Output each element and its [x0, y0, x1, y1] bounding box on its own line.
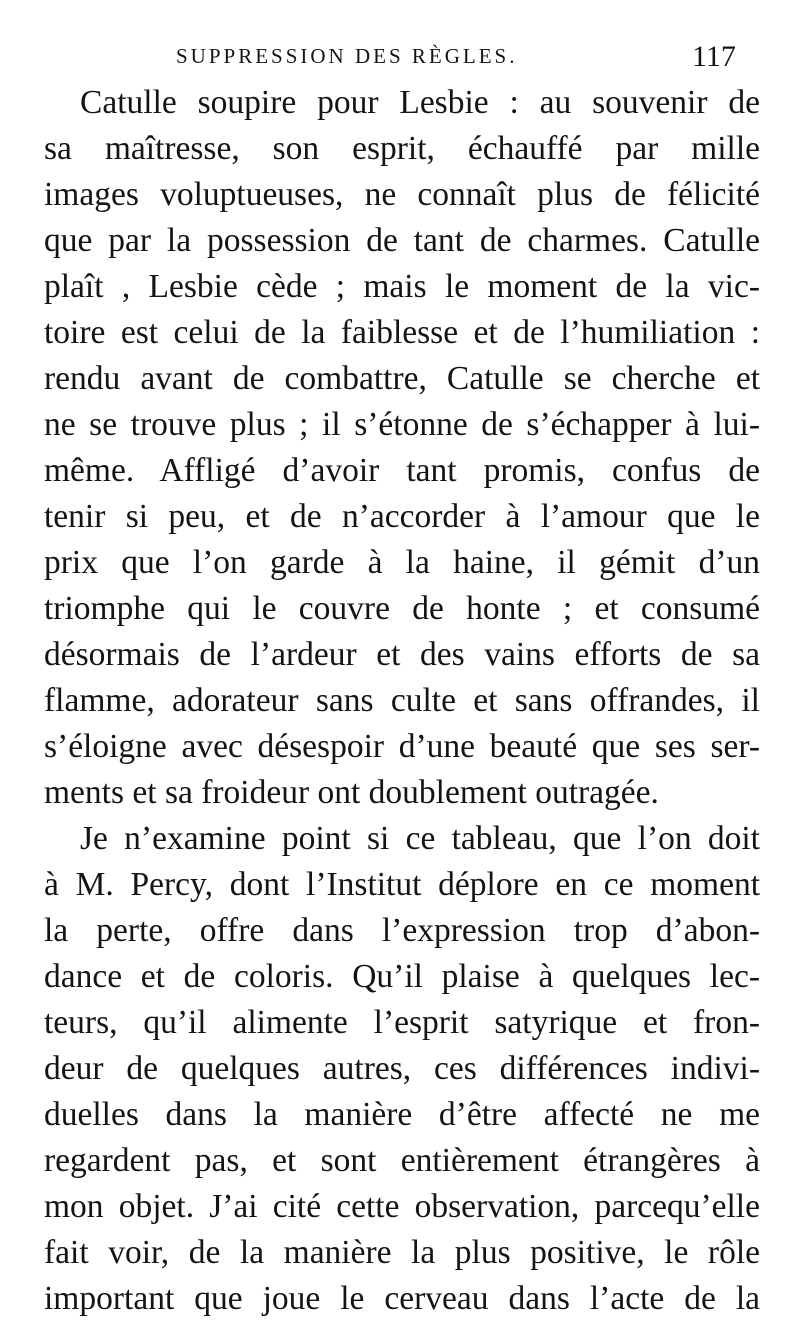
text-line: important que joue le cerveau dans l’acte de la: [44, 1280, 760, 1317]
text-line: désormais de l’ardeur et des vains efforts de sa: [44, 636, 760, 673]
text-line: dance et de coloris. Qu’il plaise à quelques lec-: [44, 958, 760, 995]
text-line: même. Affligé d’avoir tant promis, confus de: [44, 452, 760, 489]
text-line: Je n’examine point si ce tableau, que l’on doit: [80, 820, 760, 857]
text-line: rendu avant de combattre, Catulle se cherche et: [44, 360, 760, 397]
text-line: duelles dans la manière d’être affecté ne me: [44, 1096, 760, 1133]
text-line: toire est celui de la faiblesse et de l’humiliation :: [44, 314, 760, 351]
text-line: images voluptueuses, ne connaît plus de félicité: [44, 176, 760, 213]
text-line: flamme, adorateur sans culte et sans offrandes, il: [44, 682, 760, 719]
body-text: [44, 80, 760, 1322]
text-line: plaît , Lesbie cède ; mais le moment de la vic-: [44, 268, 760, 305]
text-line: teurs, qu’il alimente l’esprit satyrique et fron-: [44, 1004, 760, 1041]
text-line: ments et sa froideur ont doublement outragée.: [44, 774, 659, 811]
text-line: regardent pas, et sont entièrement étrangères à: [44, 1142, 760, 1179]
text-line: la perte, offre dans l’expression trop d’abon-: [44, 912, 760, 949]
text-line: prix que l’on garde à la haine, il gémit d’un: [44, 544, 760, 581]
page-number: 117: [692, 40, 736, 73]
text-line: s’éloigne avec désespoir d’une beauté que ses ser-: [44, 728, 760, 765]
text-line: ne se trouve plus ; il s’étonne de s’échapper à lui-: [44, 406, 760, 443]
running-title: SUPPRESSION DES RÈGLES.: [176, 44, 518, 68]
text-line: que par la possession de tant de charmes. Catulle: [44, 222, 760, 259]
text-line: sa maîtresse, son esprit, échauffé par mille: [44, 130, 760, 167]
text-line: deur de quelques autres, ces différences indivi-: [44, 1050, 760, 1087]
text-line: à M. Percy, dont l’Institut déplore en ce moment: [44, 866, 760, 903]
text-line: mon objet. J’ai cité cette observation, parcequ’elle: [44, 1188, 760, 1225]
running-head: [0, 38, 800, 78]
text-line: triomphe qui le couvre de honte ; et consumé: [44, 590, 760, 627]
text-line: fait voir, de la manière la plus positive, le rôle: [44, 1234, 760, 1271]
text-line: Catulle soupire pour Lesbie : au souvenir de: [80, 84, 760, 121]
text-line: tenir si peu, et de n’accorder à l’amour que le: [44, 498, 760, 535]
